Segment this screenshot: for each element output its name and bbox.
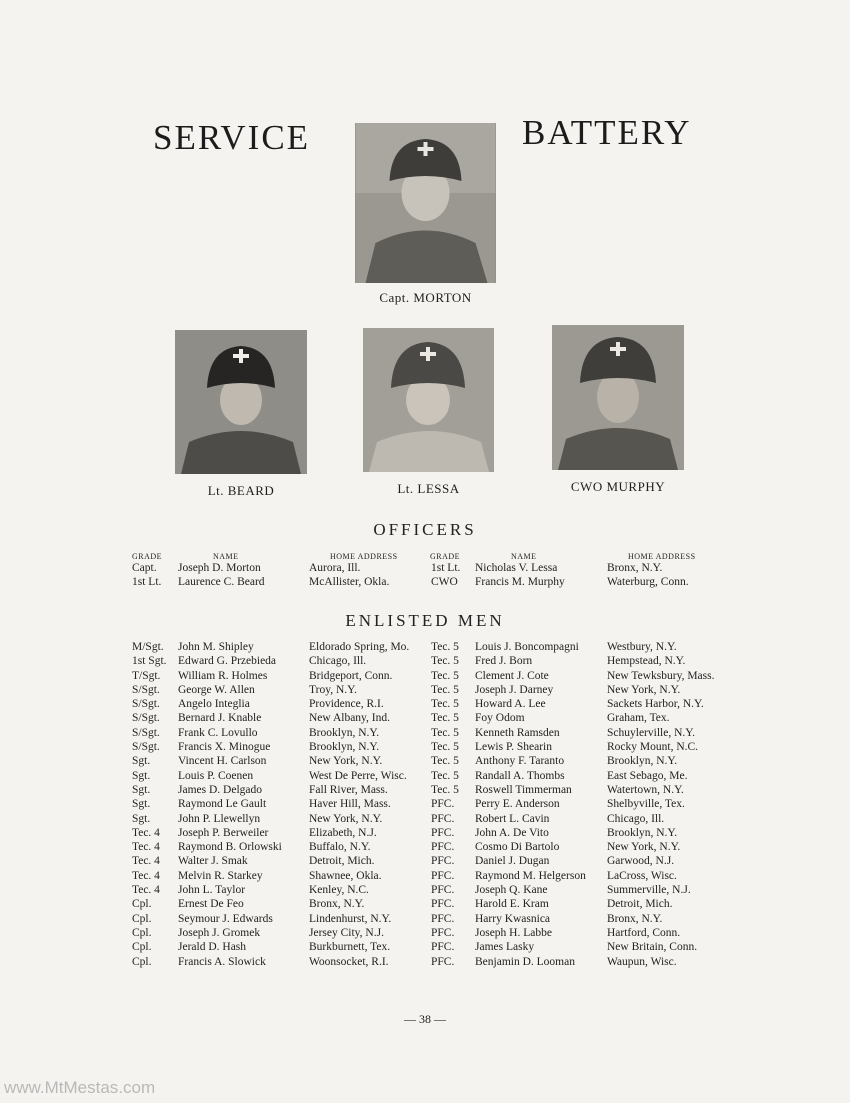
enlisted-name: Benjamin D. Looman: [475, 955, 575, 968]
enlisted-name: Ernest De Feo: [178, 898, 244, 911]
enlisted-name: Frank C. Lovullo: [178, 726, 258, 739]
enlisted-name: John A. De Vito: [475, 826, 549, 839]
enlisted-address: Graham, Tex.: [607, 712, 670, 725]
enlisted-address: Chicago, Ill.: [607, 812, 665, 825]
enlisted-address: Detroit, Mich.: [607, 898, 673, 911]
enlisted-address: Shawnee, Okla.: [309, 869, 382, 882]
enlisted-address: Providence, R.I.: [309, 698, 384, 711]
enlisted-name: Seymour J. Edwards: [178, 912, 273, 925]
enlisted-address: LaCross, Wisc.: [607, 869, 677, 882]
enlisted-grade: S/Sgt.: [132, 741, 160, 754]
officers-address-header-right: HOME ADDRESS: [628, 552, 696, 561]
enlisted-address: Fall River, Mass.: [309, 783, 388, 796]
enlisted-grade: PFC.: [431, 912, 455, 925]
officer-address: Waterburg, Conn.: [607, 576, 689, 589]
enlisted-grade: Tec. 5: [431, 698, 459, 711]
enlisted-name: Francis A. Slowick: [178, 955, 266, 968]
enlisted-address: Bronx, N.Y.: [309, 898, 365, 911]
enlisted-grade: Tec. 4: [132, 826, 160, 839]
enlisted-address: Schuylerville, N.Y.: [607, 726, 695, 739]
enlisted-address: New Albany, Ind.: [309, 712, 391, 725]
officers-right-address-col: [607, 561, 689, 590]
enlisted-name: John L. Taylor: [178, 884, 246, 897]
enlisted-grade: Sgt.: [132, 783, 151, 796]
enlisted-grade: Tec. 5: [431, 712, 459, 725]
officer-address: Bronx, N.Y.: [607, 562, 663, 574]
enlisted-grade: Tec. 4: [132, 841, 160, 854]
enlisted-grade: Cpl.: [132, 941, 152, 954]
lessa-caption: Lt. LESSA: [397, 481, 460, 496]
enlisted-name: Cosmo Di Bartolo: [475, 841, 560, 854]
enlisted-address: Elizabeth, N.J.: [309, 826, 377, 839]
enlisted-address: Jersey City, N.J.: [309, 926, 384, 939]
officers-right-name-col: [475, 561, 565, 590]
enlisted-name: Raymond M. Helgerson: [475, 869, 586, 882]
enlisted-heading: ENLISTED MEN: [345, 611, 505, 630]
enlisted-name: Joseph J. Darney: [475, 683, 554, 696]
enlisted-left-name-col: [178, 640, 282, 969]
enlisted-name: James Lasky: [475, 941, 535, 954]
enlisted-name: Harold E. Kram: [475, 898, 549, 911]
enlisted-grade: PFC.: [431, 955, 455, 968]
enlisted-name: Angelo Integlia: [178, 698, 250, 711]
enlisted-grade: Sgt.: [132, 769, 151, 782]
enlisted-name: Melvin R. Starkey: [178, 869, 263, 882]
enlisted-address: Lindenhurst, N.Y.: [309, 912, 392, 925]
enlisted-name: Daniel J. Dugan: [475, 855, 550, 868]
enlisted-grade: PFC.: [431, 926, 455, 939]
enlisted-address: Westbury, N.Y.: [607, 641, 677, 653]
enlisted-grade: Tec. 4: [132, 869, 160, 882]
enlisted-address: Garwood, N.J.: [607, 855, 675, 868]
enlisted-name: Anthony F. Taranto: [475, 755, 565, 768]
enlisted-address: Summerville, N.J.: [607, 884, 691, 897]
enlisted-address: New York, N.Y.: [309, 812, 383, 825]
beard-caption: Lt. BEARD: [207, 483, 275, 498]
officers-grade-header-left: GRADE: [132, 552, 163, 561]
enlisted-left-address-col: [309, 640, 409, 969]
enlisted-grade: PFC.: [431, 812, 455, 825]
enlisted-right-name-col: [475, 640, 586, 969]
enlisted-address: Brooklyn, N.Y.: [309, 741, 380, 754]
enlisted-name: Fred J. Born: [475, 655, 533, 668]
page-title-left: SERVICE: [153, 118, 311, 157]
enlisted-name: John P. Llewellyn: [178, 812, 261, 825]
officers-address-header-left: HOME ADDRESS: [330, 552, 398, 561]
enlisted-address: Bridgeport, Conn.: [309, 669, 393, 682]
enlisted-grade: PFC.: [431, 841, 455, 854]
officers-name-header-right: NAME: [511, 552, 537, 561]
enlisted-grade: Cpl.: [132, 898, 152, 911]
officers-left-name-col: [178, 561, 265, 590]
enlisted-name: Louis P. Coenen: [178, 769, 254, 782]
enlisted-address: Watertown, N.Y.: [607, 783, 684, 796]
enlisted-name: Raymond B. Orlowski: [178, 841, 282, 854]
enlisted-grade: PFC.: [431, 898, 455, 911]
enlisted-name: Vincent H. Carlson: [178, 755, 267, 768]
officer-name: Laurence C. Beard: [178, 576, 265, 589]
officer-name: Joseph D. Morton: [178, 562, 261, 574]
lessa-photo: [363, 328, 494, 472]
enlisted-address: Woonsocket, R.I.: [309, 955, 389, 968]
enlisted-name: Joseph J. Gromek: [178, 926, 261, 939]
enlisted-grade: Tec. 5: [431, 769, 459, 782]
enlisted-grade: Tec. 5: [431, 683, 459, 696]
enlisted-name: Bernard J. Knable: [178, 712, 262, 725]
enlisted-address: New Tewksbury, Mass.: [607, 669, 715, 682]
enlisted-grade: PFC.: [431, 884, 455, 897]
enlisted-grade: S/Sgt.: [132, 726, 160, 739]
enlisted-address: Brooklyn, N.Y.: [309, 726, 380, 739]
officer-grade: 1st Lt.: [431, 562, 461, 574]
enlisted-grade: Cpl.: [132, 912, 152, 925]
enlisted-grade: Cpl.: [132, 926, 152, 939]
murphy-caption: CWO MURPHY: [570, 479, 666, 494]
enlisted-grade: Tec. 5: [431, 641, 459, 653]
enlisted-right-address-col: [607, 640, 714, 969]
officer-grade: Capt.: [132, 562, 157, 574]
enlisted-grade: Tec. 4: [132, 884, 160, 897]
enlisted-address: Brooklyn, N.Y.: [607, 755, 678, 768]
enlisted-address: Bronx, N.Y.: [607, 912, 663, 925]
soldier-portrait-image: [552, 325, 684, 470]
enlisted-grade: Sgt.: [132, 798, 151, 811]
enlisted-address: Hartford, Conn.: [607, 926, 681, 939]
officer-grade: 1st Lt.: [132, 576, 162, 589]
enlisted-name: Joseph Q. Kane: [475, 884, 548, 897]
enlisted-name: James D. Delgado: [178, 783, 262, 796]
enlisted-grade: T/Sgt.: [132, 669, 161, 682]
enlisted-name: William R. Holmes: [178, 669, 268, 682]
enlisted-address: Detroit, Mich.: [309, 855, 375, 868]
enlisted-grade: Sgt.: [132, 812, 151, 825]
enlisted-grade: Tec. 5: [431, 655, 459, 668]
enlisted-address: Hempstead, N.Y.: [607, 655, 686, 668]
officers-left-grade-col: [132, 561, 161, 590]
enlisted-grade: S/Sgt.: [132, 698, 160, 711]
enlisted-name: Joseph P. Berweiler: [178, 826, 269, 839]
soldier-portrait-image: [175, 330, 307, 474]
enlisted-name: Francis X. Minogue: [178, 741, 271, 754]
officer-name: Nicholas V. Lessa: [475, 562, 558, 574]
officers-heading: OFFICERS: [373, 520, 477, 539]
officers-right-grade-col: [431, 561, 460, 590]
morton-photo: [355, 123, 496, 283]
officer-address: Aurora, Ill.: [309, 562, 361, 574]
officers-grade-header-right: GRADE: [430, 552, 461, 561]
enlisted-grade: PFC.: [431, 855, 455, 868]
officer-name: Francis M. Murphy: [475, 576, 565, 589]
enlisted-name: Walter J. Smak: [178, 855, 248, 868]
enlisted-grade: Sgt.: [132, 755, 151, 768]
enlisted-grade: PFC.: [431, 826, 455, 839]
enlisted-name: Clement J. Cote: [475, 669, 549, 682]
enlisted-name: Jerald D. Hash: [178, 941, 247, 954]
enlisted-grade: PFC.: [431, 941, 455, 954]
officers-name-header-left: NAME: [213, 552, 239, 561]
enlisted-name: Raymond Le Gault: [178, 798, 267, 811]
enlisted-address: Eldorado Spring, Mo.: [309, 641, 410, 653]
enlisted-address: New York, N.Y.: [309, 755, 383, 768]
enlisted-grade: M/Sgt.: [132, 641, 164, 653]
enlisted-address: Sackets Harbor, N.Y.: [607, 698, 704, 711]
enlisted-address: Shelbyville, Tex.: [607, 798, 685, 811]
enlisted-address: New York, N.Y.: [607, 683, 681, 696]
enlisted-name: Howard A. Lee: [475, 698, 546, 711]
enlisted-grade: PFC.: [431, 869, 455, 882]
enlisted-address: Kenley, N.C.: [309, 884, 369, 897]
soldier-portrait-image: [363, 328, 494, 472]
enlisted-grade: Tec. 5: [431, 783, 459, 796]
page-number: — 38 —: [404, 1012, 446, 1026]
enlisted-grade: Cpl.: [132, 955, 152, 968]
enlisted-name: Perry E. Anderson: [475, 798, 560, 811]
officer-address: McAllister, Okla.: [309, 576, 390, 589]
enlisted-address: Chicago, Ill.: [309, 655, 367, 668]
enlisted-name: Roswell Timmerman: [475, 783, 572, 796]
enlisted-name: John M. Shipley: [178, 641, 254, 653]
enlisted-address: New York, N.Y.: [607, 841, 681, 854]
enlisted-address: New Britain, Conn.: [607, 941, 698, 954]
soldier-portrait-image: [355, 123, 496, 283]
enlisted-left-grade-col: [132, 640, 167, 969]
enlisted-grade: S/Sgt.: [132, 712, 160, 725]
enlisted-grade: Tec. 5: [431, 669, 459, 682]
enlisted-address: Rocky Mount, N.C.: [607, 741, 699, 754]
enlisted-name: Joseph H. Labbe: [475, 926, 552, 939]
enlisted-address: Brooklyn, N.Y.: [607, 826, 678, 839]
enlisted-name: Foy Odom: [475, 712, 525, 725]
enlisted-name: Louis J. Boncompagni: [475, 641, 579, 653]
enlisted-address: Buffalo, N.Y.: [309, 841, 371, 854]
enlisted-grade: Tec. 5: [431, 755, 459, 768]
watermark: www.MtMestas.com: [4, 1078, 156, 1097]
enlisted-name: Kenneth Ramsden: [475, 726, 560, 739]
beard-photo: [175, 330, 307, 474]
enlisted-name: Harry Kwasnica: [475, 912, 551, 925]
enlisted-grade: PFC.: [431, 798, 455, 811]
enlisted-grade: S/Sgt.: [132, 683, 160, 696]
page-title-right: BATTERY: [522, 113, 692, 152]
enlisted-address: West De Perre, Wisc.: [309, 769, 407, 782]
enlisted-address: Haver Hill, Mass.: [309, 798, 391, 811]
morton-caption: Capt. MORTON: [379, 290, 472, 305]
enlisted-name: Edward G. Przebieda: [178, 655, 277, 668]
enlisted-address: Troy, N.Y.: [309, 683, 357, 696]
enlisted-address: Waupun, Wisc.: [607, 955, 677, 968]
enlisted-address: East Sebago, Me.: [607, 769, 688, 782]
enlisted-name: Randall A. Thombs: [475, 769, 565, 782]
enlisted-grade: Tec. 5: [431, 741, 459, 754]
murphy-photo: [552, 325, 684, 470]
enlisted-grade: Tec. 5: [431, 726, 459, 739]
enlisted-right-grade-col: [431, 640, 459, 969]
enlisted-grade: Tec. 4: [132, 855, 160, 868]
enlisted-name: George W. Allen: [178, 683, 255, 696]
enlisted-grade: 1st Sgt.: [132, 655, 167, 668]
officers-left-address-col: [309, 561, 389, 590]
officer-grade: CWO: [431, 576, 458, 589]
enlisted-address: Burkburnett, Tex.: [309, 941, 391, 954]
enlisted-name: Lewis P. Shearin: [475, 741, 552, 754]
enlisted-name: Robert L. Cavin: [475, 812, 550, 825]
